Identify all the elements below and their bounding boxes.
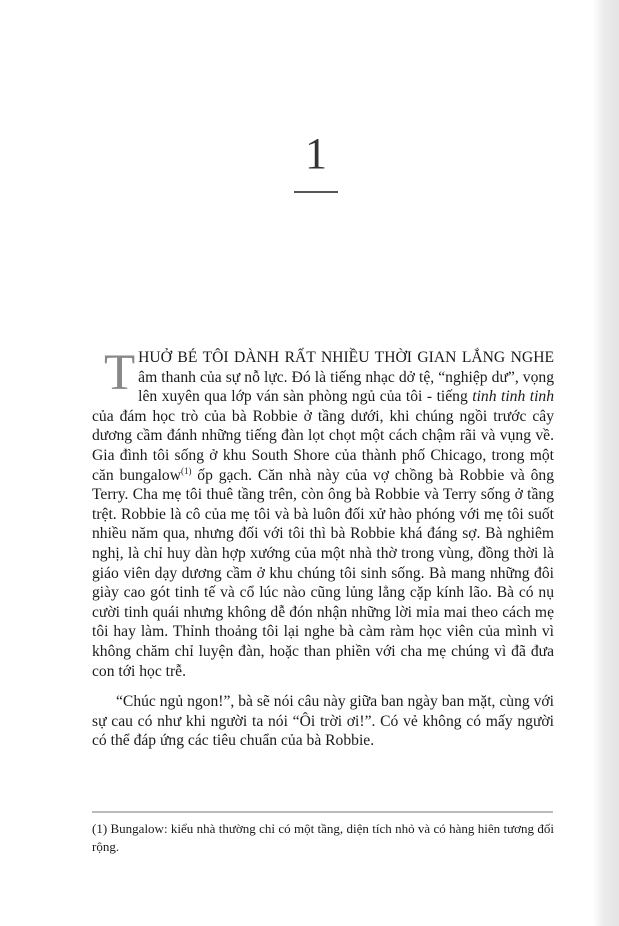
footnote-reference: (1)	[180, 465, 192, 476]
body-text	[92, 345, 555, 751]
text-segment: của đám học trò của bà Robbie ở tầng dưới, khi chúng ngồi trước cây dương cầm đánh những tiếng đàn lọt chọt một cách chậm rãi và vụng về. Gia đình tôi sống ở khu South Shore của thành phố Chicago, trong một căn bungalow	[92, 407, 554, 484]
chapter-number: 1	[305, 129, 327, 178]
text-segment: ốp gạch. Căn nhà này của vợ chồng bà Robbie và ông Terry. Cha mẹ tôi thuê tầng trên, còn ông bà Robbie và Terry sống ở tầng trệt. Robbie là cô của mẹ tôi và bà luôn đối xử hào phóng với mẹ tôi suốt nhiều năm qua, nhưng đối với tôi thì bà Robbie khá đáng sợ. Bà nghiêm nghị, là chỉ huy dàn hợp xướng của một nhà thờ trong vùng, đồng thời là giáo viên dạy dương cầm ở khu chúng tôi sinh sống. Bà mang những đôi giày cao gót tinh tế và cổ lúc nào cũng lủng lẳng cặp kính lão. Bà có nụ cười tinh quái nhưng không dễ đón nhận những lời mỉa mai theo cách mẹ tôi hay làm. Thỉnh thoảng tôi lại nghe bà càm ràm học viên của mình vì không chăm chỉ luyện đàn, hoặc than phiền với cha mẹ chúng vì đã đưa con tới học trễ.	[92, 466, 554, 680]
lead-caps: HUỞ BÉ TÔI DÀNH RẤT NHIỀU THỜI GIAN LẮNG NGHE	[138, 349, 554, 366]
chapter-rule	[294, 191, 338, 193]
paragraph-1	[92, 345, 555, 681]
text-segment: âm thanh của sự nỗ lực. Đó là tiếng nhạc dở tệ, “nghiệp dư”, vọng lên xuyên qua lớp ván sàn phòng ngủ của tôi - tiếng	[138, 368, 554, 406]
italic-text: tinh tinh tinh	[472, 388, 555, 406]
paragraph-2: “Chúc ngủ ngon!”, bà sẽ nói câu này giữa ban ngày ban mặt, cùng với sự cau có như khi người ta nói “Ôi trời ơi!”. Có vẻ không có mấy người có thể đáp ứng các tiêu chuẩn của bà Robbie.	[92, 693, 554, 750]
footnote: (1) Bungalow: kiểu nhà thường chỉ có một tầng, diện tích nhỏ và có hàng hiên tương đối rộng.	[92, 821, 554, 854]
footnote-rule	[92, 811, 553, 813]
drop-cap: T	[104, 345, 136, 401]
